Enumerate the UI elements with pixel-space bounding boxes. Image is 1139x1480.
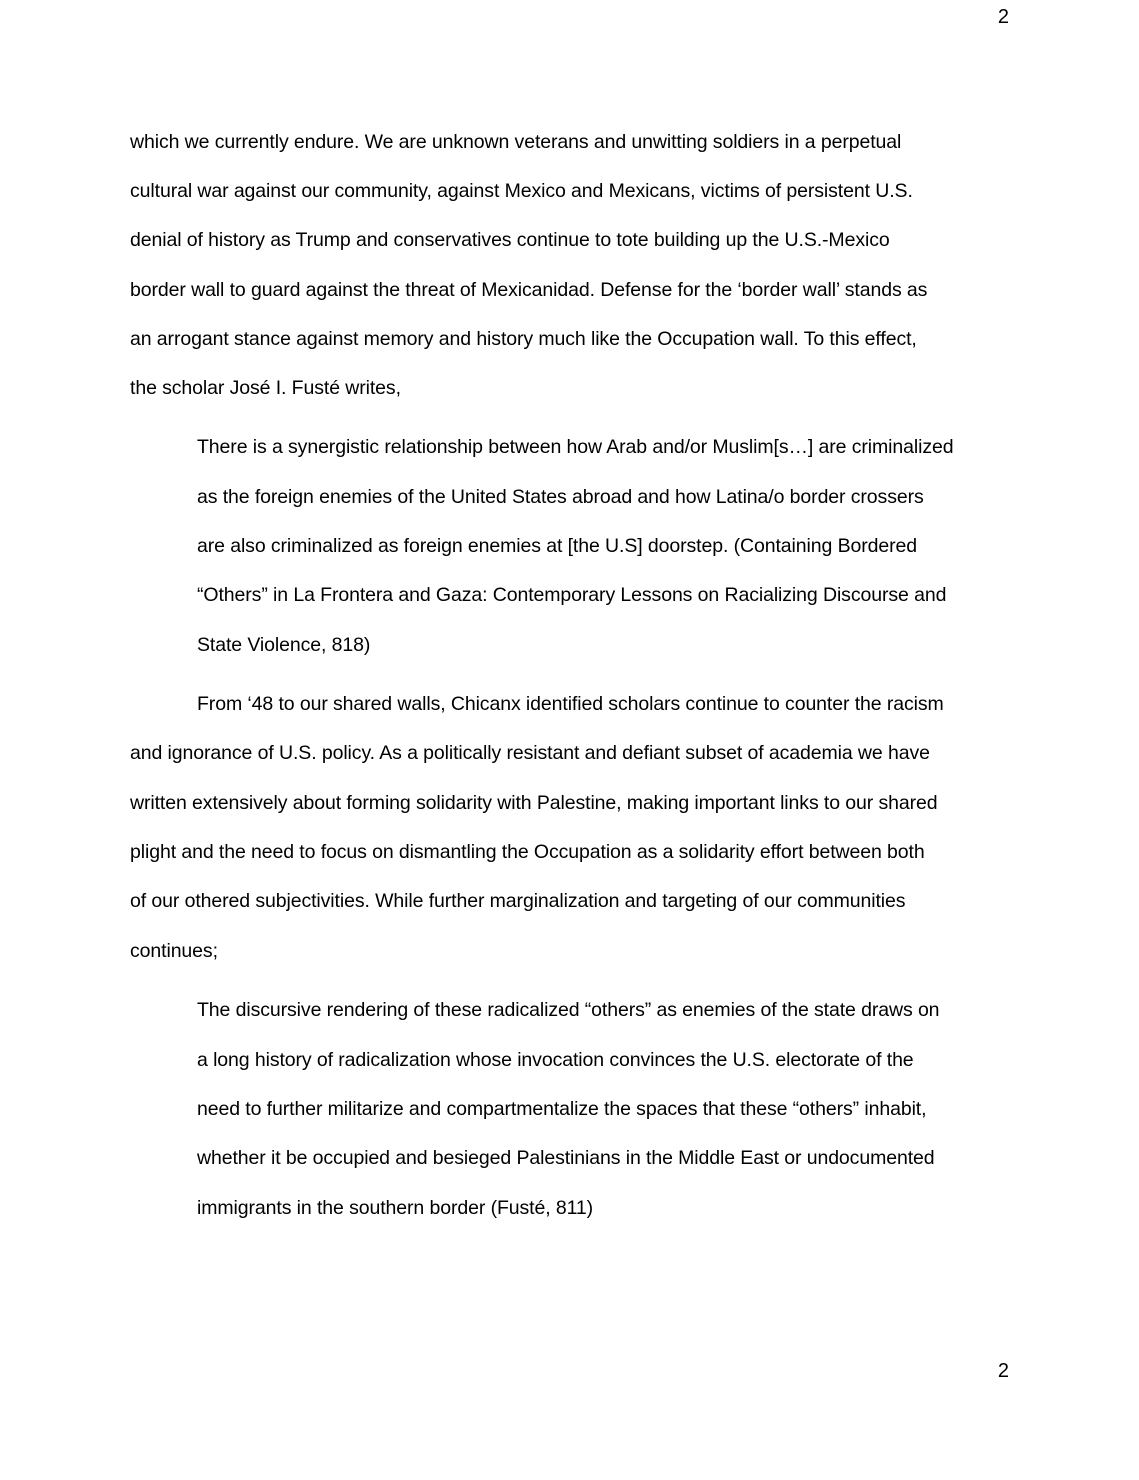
quote-line: There is a synergistic relationship between how Arab and/or Muslim[s…] are criminalized <box>197 436 954 458</box>
quote-line: as the foreign enemies of the United States abroad and how Latina/o border crossers <box>197 486 924 508</box>
header-page-number: 2 <box>997 6 1009 28</box>
quote-line: are also criminalized as foreign enemies at [the U.S] doorstep. (Containing Bordered <box>197 535 917 557</box>
paragraph-line: From ‘48 to our shared walls, Chicanx identified scholars continue to counter the racism <box>197 693 944 715</box>
quote-line: The discursive rendering of these radicalized “others” as enemies of the state draws on <box>197 999 940 1021</box>
paragraph-line: denial of history as Trump and conservatives continue to tote building up the U.S.-Mexico <box>130 229 890 251</box>
quote-line: State Violence, 818) <box>197 634 371 656</box>
paragraph-line: and ignorance of U.S. policy. As a politically resistant and defiant subset of academia we have <box>130 742 930 764</box>
quote-line: whether it be occupied and besieged Palestinians in the Middle East or undocumented <box>197 1147 935 1169</box>
quote-line: need to further militarize and compartmentalize the spaces that these “others” inhabit, <box>197 1098 927 1120</box>
footer-page-number: 2 <box>997 1360 1009 1382</box>
paragraph-line: plight and the need to focus on dismantling the Occupation as a solidarity effort between both <box>130 841 925 863</box>
paragraph-line: border wall to guard against the threat of Mexicanidad. Defense for the ‘border wall’ stands as <box>130 279 928 301</box>
paragraph-line: which we currently endure. We are unknown veterans and unwitting soldiers in a perpetual <box>130 131 902 153</box>
quote-line: immigrants in the southern border (Fusté, 811) <box>197 1197 594 1219</box>
paragraph-line: of our othered subjectivities. While further marginalization and targeting of our communities <box>130 890 906 912</box>
paragraph-line: written extensively about forming solidarity with Palestine, making important links to our shared <box>130 792 938 814</box>
paragraph-line: an arrogant stance against memory and history much like the Occupation wall. To this effect, <box>130 328 917 350</box>
quote-line: a long history of radicalization whose invocation convinces the U.S. electorate of the <box>197 1049 914 1071</box>
paragraph-line: cultural war against our community, against Mexico and Mexicans, victims of persistent U.S. <box>130 180 913 202</box>
paragraph-line: continues; <box>130 940 218 962</box>
quote-line: “Others” in La Frontera and Gaza: Contemporary Lessons on Racializing Discourse and <box>197 584 947 606</box>
paragraph-line: the scholar José I. Fusté writes, <box>130 377 401 399</box>
